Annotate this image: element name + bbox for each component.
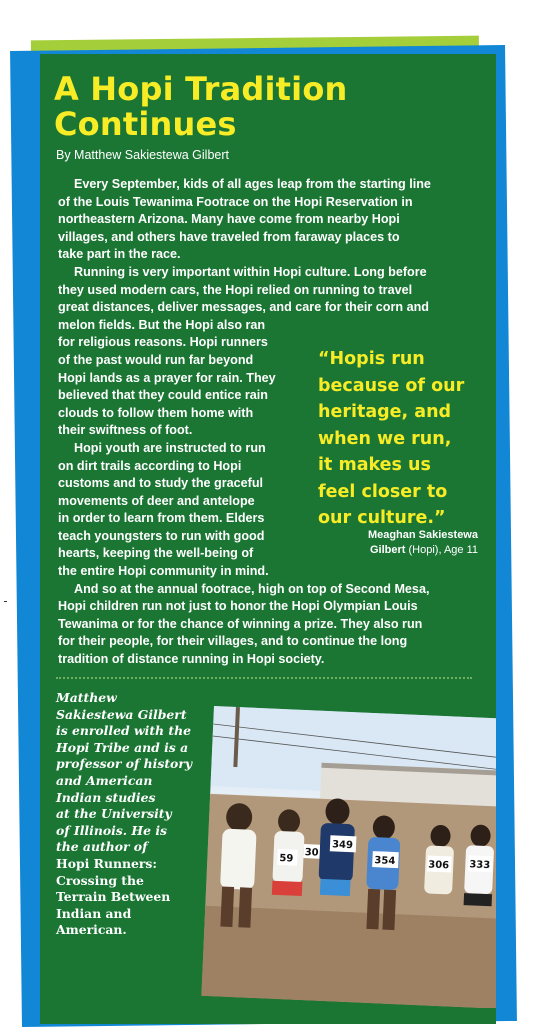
bio-line: Matthew	[56, 690, 117, 705]
bio-line: professor of history	[56, 756, 193, 772]
text-line: hearts, keeping the well-being of	[58, 546, 254, 561]
bib-354: 354	[374, 855, 396, 868]
text-line: their swiftness of foot.	[58, 423, 193, 438]
quote-author-surname: Gilbert	[369, 544, 406, 556]
article-title	[54, 72, 347, 142]
text-line: they used modern cars, the Hopi relied on running to travel	[58, 282, 413, 297]
article-panel	[40, 54, 496, 1024]
text-line: believed that they could entice rain	[58, 388, 268, 403]
text-line: Hopi lands as a prayer for rain. They	[58, 370, 276, 385]
text-line: tradition of distance running in Hopi society.	[58, 652, 325, 667]
text-line: of the past would run far beyond	[58, 352, 254, 367]
bio-line: of Illinois. He is	[56, 822, 167, 838]
text-line: Running is very important within Hopi culture. Long before	[74, 264, 427, 279]
bib-349: 349	[331, 839, 354, 852]
quote-line: it makes us	[318, 455, 431, 475]
book-title-line: American.	[56, 922, 127, 938]
quote-line: our culture.”	[318, 508, 446, 528]
text-line: melon fields. But the Hopi also ran	[58, 317, 266, 332]
race-photo-illustration	[201, 706, 496, 1009]
quote-line: heritage, and	[318, 402, 452, 422]
bib-30: 30	[304, 847, 319, 859]
text-line: the entire Hopi community in mind.	[58, 564, 269, 579]
bio-line: is enrolled with the	[56, 723, 191, 739]
text-line: Hopi children run not just to honor the Hopi Olympian Louis	[58, 599, 418, 614]
title-line-2: Continues	[54, 105, 237, 143]
author-bio	[56, 690, 216, 939]
bib-306: 306	[428, 859, 450, 872]
book-title-line: Hopi Runners:	[56, 855, 157, 871]
quote-line: “Hopis run	[318, 349, 425, 369]
text-line: take part in the race.	[58, 247, 181, 262]
text-line: customs and to study the graceful	[58, 476, 264, 491]
race-photo	[201, 706, 496, 1009]
paragraph-1	[58, 176, 478, 264]
text-line: And so at the annual footrace, high on top of Second Mesa,	[74, 581, 430, 596]
quote-author-detail: (Hopi), Age 11	[405, 544, 478, 556]
paragraph-4	[58, 581, 478, 669]
text-line: of the Louis Tewanima Footrace on the Hopi Reservation in	[58, 194, 413, 209]
bio-line: at the University	[56, 806, 172, 822]
text-line: northeastern Arizona. Many have come from nearby Hopi	[58, 212, 400, 227]
book-title-line: Terrain Between	[56, 889, 171, 905]
title-line-1: A Hopi Tradition	[54, 70, 348, 108]
quote-attribution	[328, 528, 478, 558]
text-line: movements of deer and antelope	[58, 493, 255, 508]
text-line: great distances, deliver messages, and care for their corn and	[58, 300, 429, 315]
text-line: Hopi youth are instructed to run	[74, 440, 266, 455]
text-line: clouds to follow them home with	[58, 405, 254, 420]
book-title-line: Indian and	[56, 905, 132, 921]
book-title-line: Crossing the	[56, 872, 144, 888]
text-line: villages, and others have traveled from faraway places to	[58, 229, 400, 244]
text-line: in order to learn from them. Elders	[58, 511, 265, 526]
bib-59: 59	[279, 853, 294, 865]
byline: By Matthew Sakiestewa Gilbert	[56, 148, 229, 162]
bib-333: 333	[469, 859, 491, 872]
quote-line: feel closer to	[318, 481, 448, 502]
bio-line: Indian studies	[56, 789, 156, 805]
margin-mark	[4, 601, 7, 602]
bio-line: and American	[56, 772, 153, 788]
section-divider	[56, 677, 472, 679]
bio-line: Hopi Tribe and is a	[56, 739, 189, 755]
text-line: on dirt trails according to Hopi	[58, 458, 242, 473]
text-line: for their people, for their villages, and to continue the long	[58, 634, 408, 649]
text-line: Tewanima or for the chance of winning a prize. They also run	[58, 616, 423, 631]
quote-line: because of our	[318, 375, 465, 396]
bio-line: Sakiestewa Gilbert	[56, 706, 187, 722]
quote-line: when we run,	[318, 428, 452, 449]
text-line: Every September, kids of all ages leap from the starting line	[74, 177, 431, 191]
bio-line: the author of	[56, 839, 148, 855]
text-line: teach youngsters to run with good	[58, 528, 265, 543]
quote-author-name: Meaghan Sakiestewa	[367, 529, 478, 541]
text-line: for religious reasons. Hopi runners	[58, 335, 268, 350]
pull-quote	[318, 346, 478, 532]
panel-bottom-strip	[40, 1008, 496, 1024]
